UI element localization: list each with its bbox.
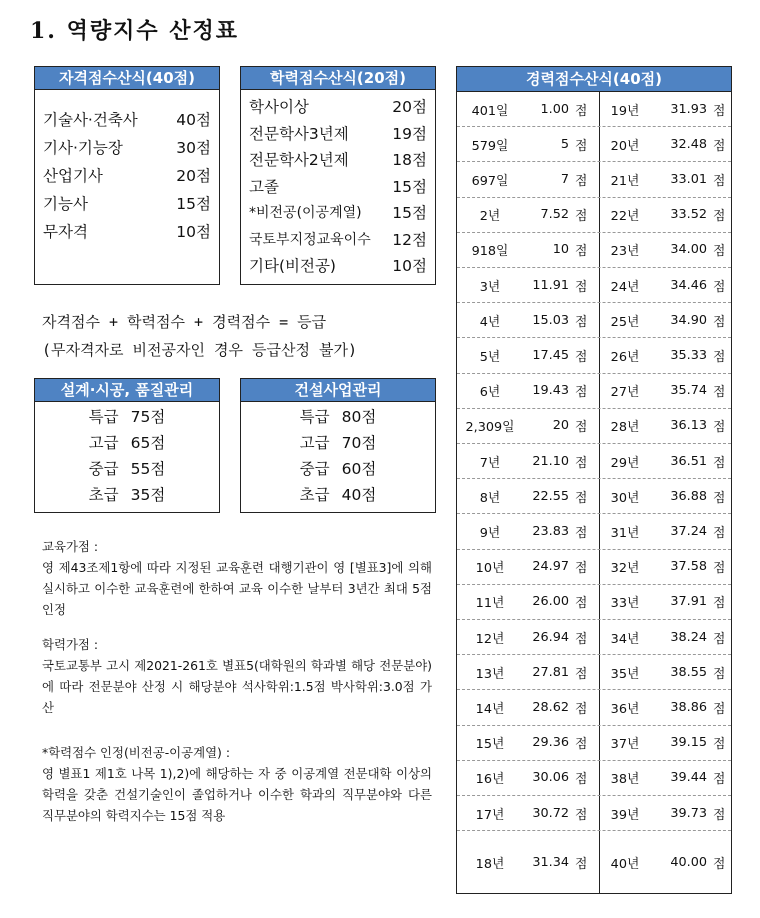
construction-grade: 특급 [299,408,330,426]
career-period-left: 5년 [479,349,501,365]
education-score: 20점 [392,98,427,116]
design-row [35,404,219,430]
career-score-left: 22.55 [532,488,569,504]
career-unit-left: 점 [575,103,588,119]
career-row [457,198,731,233]
career-unit-left: 점 [575,856,588,872]
career-period-left: 2,309일 [465,420,515,436]
construction-score: 40점 [341,486,377,504]
career-period-right: 37년 [610,737,640,753]
career-row [457,303,731,338]
career-score-right: 38.55 [670,664,707,680]
career-score-left: 21.10 [532,453,569,469]
construction-box [240,401,436,513]
qualification-score: 20점 [176,167,211,185]
career-unit-right: 점 [713,314,726,330]
career-unit-right: 점 [713,807,726,823]
career-period-right: 25년 [610,314,640,330]
construction-row [241,482,435,508]
career-unit-right: 점 [713,772,726,788]
career-score-right: 39.15 [670,735,707,751]
qualification-row [43,162,211,190]
career-row [457,655,731,690]
qualification-row [43,134,211,162]
career-period-left: 401일 [471,103,509,119]
career-unit-left: 점 [575,244,588,260]
career-score-right: 33.01 [670,171,707,187]
qualification-header: 자격점수산식(40점) [34,66,220,90]
career-unit-right: 점 [713,490,726,506]
career-unit-right: 점 [713,856,726,872]
career-score-left: 24.97 [532,559,569,575]
career-period-left: 918일 [471,244,509,260]
career-score-right: 38.86 [670,699,707,715]
career-unit-left: 점 [575,279,588,295]
career-header: 경력점수산식(40점) [456,66,732,92]
qualification-label: 기사·기능장 [43,139,123,157]
career-unit-right: 점 [713,561,726,577]
career-period-right: 23년 [610,244,640,260]
career-score-right: 37.91 [670,594,707,610]
career-unit-left: 점 [575,490,588,506]
career-score-left: 15.03 [532,312,569,328]
career-score-right: 39.73 [670,805,707,821]
qualification-label: 무자격 [43,223,88,241]
design-row [35,456,219,482]
career-score-left: 19.43 [532,383,569,399]
qualification-label: 산업기사 [43,167,103,185]
career-unit-right: 점 [713,349,726,365]
career-score-right: 34.00 [670,242,707,258]
career-period-right: 20년 [610,138,640,154]
career-score-right: 33.52 [670,207,707,223]
qualification-row [43,218,211,246]
career-row [457,444,731,479]
construction-score: 80점 [341,408,377,426]
career-unit-right: 점 [713,737,726,753]
career-period-right: 19년 [610,103,640,119]
construction-grade: 초급 [299,486,330,504]
career-period-right: 29년 [610,455,640,471]
career-unit-right: 점 [713,209,726,225]
career-score-left: 27.81 [532,664,569,680]
design-grade: 초급 [88,486,119,504]
career-unit-left: 점 [575,455,588,471]
education-label: 전문학사2년제 [249,151,349,169]
education-row [249,147,427,174]
career-row [457,479,731,514]
career-period-right: 21년 [610,173,640,189]
career-period-left: 697일 [471,173,509,189]
career-row [457,514,731,549]
career-unit-left: 점 [575,772,588,788]
career-score-left: 17.45 [532,347,569,363]
career-score-right: 35.33 [670,347,707,363]
education-label: 기타(비전공) [249,257,336,275]
career-unit-left: 점 [575,314,588,330]
career-period-right: 39년 [610,807,640,823]
career-unit-left: 점 [575,666,588,682]
design-row [35,430,219,456]
education-box [240,89,436,285]
qualification-label: 기능사 [43,195,88,213]
career-period-right: 33년 [610,596,640,612]
design-grade: 특급 [88,408,119,426]
qualification-row [43,106,211,134]
career-score-left: 7 [560,171,569,187]
career-score-left: 23.83 [532,523,569,539]
career-unit-left: 점 [575,385,588,401]
career-unit-left: 점 [575,525,588,541]
career-row [457,92,731,127]
career-score-right: 39.44 [670,770,707,786]
note-nonmajor: *학력점수 인정(비전공-이공계열) : 영 별표1 제1호 나목 1),2)에 해당하는 자 중 이공계열 전문대학 이상의 학력을 갖춘 건설기술인이 졸업하거나 이수한 학과의 직무분야와 다른 직무분야의 학력지수는 15점 적용 [42,745,432,823]
career-score-right: 36.51 [670,453,707,469]
construction-score: 60점 [341,460,377,478]
career-period-right: 26년 [610,349,640,365]
qualification-box [34,89,220,285]
career-score-left: 7.52 [540,207,569,223]
education-score: 18점 [392,151,427,169]
career-unit-right: 점 [713,525,726,541]
career-period-left: 8년 [479,490,501,506]
career-period-right: 40년 [610,856,640,872]
qualification-label: 기술사·건축사 [43,111,138,129]
education-row [249,253,427,280]
career-row [457,761,731,796]
career-row [457,338,731,373]
notes [42,536,432,826]
career-score-left: 30.72 [532,805,569,821]
career-unit-left: 점 [575,349,588,365]
career-period-left: 4년 [479,314,501,330]
qualification-score: 40점 [176,111,211,129]
career-score-right: 31.93 [670,101,707,117]
education-row [249,94,427,121]
career-row [457,831,731,893]
construction-row [241,404,435,430]
career-period-left: 13년 [475,666,505,682]
page-title: 1. 역량지수 산정표 [30,18,240,44]
design-box [34,401,220,513]
career-unit-right: 점 [713,279,726,295]
career-period-right: 31년 [610,525,640,541]
career-unit-right: 점 [713,701,726,717]
education-label: 학사이상 [249,98,309,116]
design-score: 75점 [130,408,166,426]
career-score-left: 30.06 [532,770,569,786]
career-unit-right: 점 [713,420,726,436]
career-unit-left: 점 [575,420,588,436]
career-unit-right: 점 [713,666,726,682]
career-row [457,409,731,444]
education-header: 학력점수산식(20점) [240,66,436,90]
education-row [249,227,427,254]
education-score: 15점 [392,204,427,222]
career-table [456,92,732,894]
career-period-left: 12년 [475,631,505,647]
career-score-right: 37.24 [670,523,707,539]
career-unit-right: 점 [713,173,726,189]
career-period-right: 30년 [610,490,640,506]
design-score: 65점 [130,434,166,452]
career-unit-right: 점 [713,103,726,119]
career-score-right: 36.88 [670,488,707,504]
formula-line: 자격점수 + 학력점수 + 경력점수 = 등급 [42,313,327,331]
education-score: 12점 [392,230,427,249]
education-row [249,121,427,148]
career-period-left: 16년 [475,772,505,788]
education-label: 국토부지정교육이수 [249,231,371,248]
career-score-left: 29.36 [532,735,569,751]
education-label: 고졸 [249,177,279,196]
education-label: 전문학사3년제 [249,124,349,143]
career-score-left: 26.94 [532,629,569,645]
career-unit-right: 점 [713,455,726,471]
career-score-right: 36.13 [670,418,707,434]
career-period-left: 6년 [479,385,501,401]
design-grade: 중급 [88,460,119,478]
career-period-right: 28년 [610,420,640,436]
career-unit-left: 점 [575,138,588,154]
note-degree: 학력가점 : 국토교통부 고시 제2021-261호 별표5(대학원의 학과별 해당 전문분야)에 따라 전문분야 산정 시 해당분야 석사학위:1.5점 박사학위:3.0점 가산 [42,637,432,715]
career-row [457,620,731,655]
career-period-left: 7년 [479,455,501,471]
career-row [457,550,731,585]
career-score-right: 35.74 [670,383,707,399]
career-period-left: 2년 [479,209,501,225]
career-row [457,585,731,620]
career-score-right: 34.46 [670,277,707,293]
career-unit-left: 점 [575,701,588,717]
career-score-left: 5 [560,136,569,152]
career-score-right: 38.24 [670,629,707,645]
design-score: 55점 [130,460,166,478]
education-score: 19점 [392,124,427,143]
career-period-left: 17년 [475,807,505,823]
qualification-score: 10점 [176,223,211,241]
career-unit-left: 점 [575,561,588,577]
design-grade: 고급 [88,434,119,452]
career-unit-left: 점 [575,173,588,189]
career-unit-left: 점 [575,631,588,647]
qualification-score: 15점 [176,195,211,213]
construction-grade: 중급 [299,460,330,478]
career-row [457,162,731,197]
career-period-right: 24년 [610,279,640,295]
education-score: 15점 [392,177,427,196]
note-education: 교육가점 : 영 제43조제1항에 따라 지정된 교육훈련 대행기관이 영 [별표3]에 의해 실시하고 이수한 교육훈련에 한하여 교육 이수한 날부터 3년간 최대 5점 인정 [42,539,432,617]
career-period-right: 36년 [610,701,640,717]
career-unit-left: 점 [575,807,588,823]
career-row [457,127,731,162]
career-period-right: 22년 [610,209,640,225]
career-row [457,233,731,268]
construction-row [241,456,435,482]
career-row [457,268,731,303]
design-header: 설계·시공, 품질관리 [34,378,220,402]
career-unit-left: 점 [575,737,588,753]
career-period-right: 35년 [610,666,640,682]
career-score-left: 11.91 [532,277,569,293]
career-score-left: 1.00 [540,101,569,117]
career-unit-right: 점 [713,596,726,612]
qualification-score: 30점 [176,139,211,157]
career-score-right: 40.00 [670,854,707,870]
education-row [249,200,427,227]
career-row [457,726,731,761]
career-score-left: 31.34 [532,854,569,870]
construction-score: 70점 [341,434,377,452]
career-period-right: 34년 [610,631,640,647]
career-period-right: 32년 [610,561,640,577]
design-score: 35점 [130,486,166,504]
education-label: *비전공(이공계열) [249,205,362,221]
career-row [457,690,731,725]
career-score-left: 26.00 [532,594,569,610]
career-unit-right: 점 [713,631,726,647]
career-score-left: 28.62 [532,699,569,715]
career-period-left: 14년 [475,701,505,717]
career-unit-right: 점 [713,244,726,260]
career-period-right: 38년 [610,772,640,788]
career-score-right: 37.58 [670,559,707,575]
career-period-left: 9년 [479,525,501,541]
career-period-left: 579일 [471,138,509,154]
career-unit-left: 점 [575,209,588,225]
career-score-right: 34.90 [670,312,707,328]
formula-note: (무자격자로 비전공자인 경우 등급산정 불가) [42,341,358,359]
career-period-right: 27년 [610,385,640,401]
career-period-left: 15년 [475,737,505,753]
career-period-left: 18년 [475,856,505,872]
education-score: 10점 [392,257,427,275]
construction-grade: 고급 [299,434,330,452]
career-unit-left: 점 [575,596,588,612]
career-row [457,796,731,831]
career-score-left: 20 [552,418,569,434]
career-score-left: 10 [552,242,569,258]
career-score-right: 32.48 [670,136,707,152]
career-period-left: 11년 [475,596,505,612]
construction-header: 건설사업관리 [240,378,436,402]
career-row [457,374,731,409]
career-period-left: 3년 [479,279,501,295]
education-row [249,174,427,201]
career-unit-right: 점 [713,385,726,401]
construction-row [241,430,435,456]
career-unit-right: 점 [713,138,726,154]
design-row [35,482,219,508]
qualification-row [43,190,211,218]
formula [42,308,357,364]
career-period-left: 10년 [475,561,505,577]
